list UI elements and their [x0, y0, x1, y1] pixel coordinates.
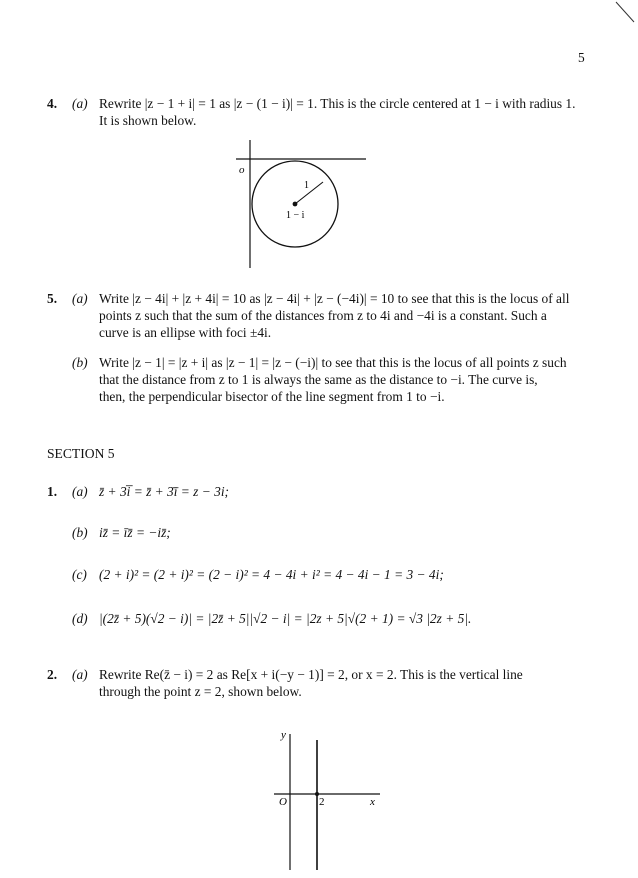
s1b-math: iz̄ = īz̄ = −iz̄; [99, 525, 171, 540]
s2-number: 2. [47, 667, 58, 682]
s1c-math: (2 + i)² = (2 + i)² = (2 − i)² = 4 − 4i + i² = 4 − 4i − 1 = 3 − 4i; [99, 567, 444, 582]
problem-4a-text-line2: It is shown below. [99, 113, 197, 128]
center-label: 1 − i [286, 210, 305, 221]
vertical-line-figure [268, 722, 388, 872]
s1a-math: z̄ + 3i̅ = z̄ + 3̄ī = z − 3i; [99, 484, 229, 499]
problem-5b-label: (b) [72, 355, 88, 370]
problem-5a-line1: Write |z − 4i| + |z + 4i| = 10 as |z − 4i| + |z − (−4i)| = 10 to see that this is the locus of all [99, 291, 570, 306]
problem-4a-label: (a) [72, 96, 88, 111]
problem-5b-line3: then, the perpendicular bisector of the line segment from 1 to −i. [99, 389, 445, 404]
problem-4-number: 4. [47, 96, 58, 111]
problem-4a-text-line1: Rewrite |z − 1 + i| = 1 as |z − (1 − i)| = 1. This is the circle centered at 1 − i with radius 1. [99, 96, 576, 111]
s1-number: 1. [47, 484, 58, 499]
corner-mark [608, 0, 638, 30]
x-axis-label: x [370, 796, 375, 808]
page-number: 5 [578, 50, 585, 65]
s1d-math: |(2z̄ + 5)(√2 − i)| = |2z̄ + 5||√2 − i| = |2z + 5|√(2 + 1) = √3 |2z + 5|. [99, 611, 472, 626]
s2a-line1: Rewrite Re(z̄ − i) = 2 as Re[x + i(−y − 1)] = 2, or x = 2. This is the vertical line [99, 667, 523, 682]
s1b-label: (b) [72, 525, 88, 540]
circle-figure [230, 140, 370, 270]
section-heading: SECTION 5 [47, 446, 115, 461]
radius-label: 1 [304, 180, 309, 191]
origin-label: O [279, 796, 287, 808]
s1d-label: (d) [72, 611, 88, 626]
s2a-label: (a) [72, 667, 88, 682]
s1a-label: (a) [72, 484, 88, 499]
problem-5a-label: (a) [72, 291, 88, 306]
origin-label: o [239, 164, 245, 176]
radius-line [295, 182, 323, 204]
s2a-line2: through the point z = 2, shown below. [99, 684, 302, 699]
problem-5a-line2: points z such that the sum of the distances from z to 4i and −4i is a constant. Such a [99, 308, 547, 323]
problem-5a-line3: curve is an ellipse with foci ±4i. [99, 325, 272, 340]
y-axis-label: y [281, 729, 286, 741]
problem-5b-line1: Write |z − 1| = |z + i| as |z − 1| = |z − (−i)| to see that this is the locus of all points z such [99, 355, 567, 370]
problem-5-number: 5. [47, 291, 58, 306]
s1c-label: (c) [72, 567, 87, 582]
problem-5b-line2: that the distance from z to 1 is always the same as the distance to −i. The curve is, [99, 372, 538, 387]
two-label: 2 [319, 796, 325, 808]
